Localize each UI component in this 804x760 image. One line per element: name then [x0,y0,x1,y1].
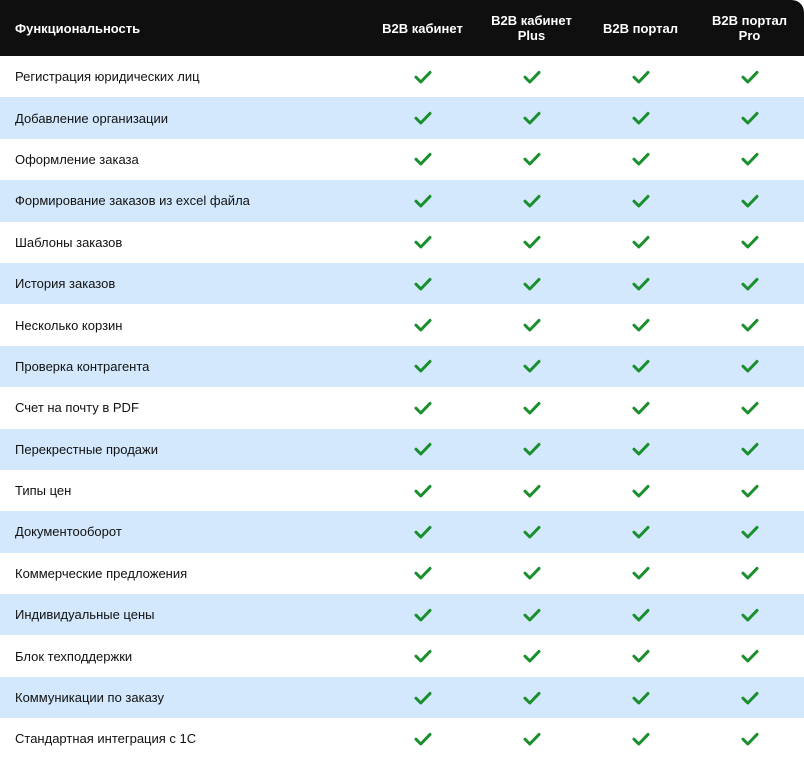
checkmark-icon [695,608,804,622]
table-row [0,263,804,304]
checkmark-icon [477,608,586,622]
checkmark-icon [368,566,477,580]
feature-name: Несколько корзин [15,317,123,333]
table-row [0,180,804,221]
checkmark-icon [695,732,804,746]
table-row [0,718,804,759]
feature-name: Регистрация юридических лиц [15,69,200,85]
checkmark-icon [586,649,695,663]
checkmark-icon [586,111,695,125]
checkmark-icon [695,318,804,332]
table-row [0,677,804,718]
checkmark-icon [695,70,804,84]
checkmark-icon [477,732,586,746]
checkmark-icon [368,401,477,415]
table-row [0,222,804,263]
checkmark-icon [368,70,477,84]
feature-name: Блок техподдержки [15,648,133,664]
checkmark-icon [477,401,586,415]
checkmark-icon [368,649,477,663]
table-row [0,56,804,97]
checkmark-icon [368,194,477,208]
checkmark-icon [586,70,695,84]
checkmark-icon [695,152,804,166]
table-row [0,470,804,511]
header-feature-label: Функциональность [15,20,141,36]
checkmark-icon [477,277,586,291]
checkmark-icon [477,359,586,373]
feature-name: Счет на почту в PDF [15,400,139,416]
table-header [0,0,804,56]
checkmark-icon [477,484,586,498]
checkmark-icon [477,566,586,580]
checkmark-icon [586,401,695,415]
feature-name: Перекрестные продажи [15,441,158,457]
checkmark-icon [586,318,695,332]
checkmark-icon [695,111,804,125]
table-row [0,511,804,552]
checkmark-icon [477,318,586,332]
table-row [0,429,804,470]
checkmark-icon [477,194,586,208]
checkmark-icon [695,194,804,208]
checkmark-icon [695,484,804,498]
checkmark-icon [368,359,477,373]
header-plan-b2b-cabinet-plus: B2B кабинет Plus [491,13,572,43]
checkmark-icon [368,111,477,125]
table-row [0,139,804,180]
checkmark-icon [586,732,695,746]
checkmark-icon [586,525,695,539]
checkmark-icon [368,235,477,249]
feature-name: Добавление организации [15,110,169,126]
checkmark-icon [368,152,477,166]
feature-name: Документооборот [15,524,122,540]
feature-name: Стандартная интеграция с 1С [15,731,197,747]
checkmark-icon [586,277,695,291]
table-row [0,387,804,428]
checkmark-icon [368,318,477,332]
table-row [0,304,804,345]
table-row [0,635,804,676]
table-body [0,56,804,760]
table-row [0,553,804,594]
checkmark-icon [586,235,695,249]
checkmark-icon [477,691,586,705]
checkmark-icon [695,277,804,291]
table-row [0,594,804,635]
checkmark-icon [368,484,477,498]
table-row [0,97,804,138]
checkmark-icon [368,691,477,705]
checkmark-icon [586,442,695,456]
checkmark-icon [695,691,804,705]
checkmark-icon [586,359,695,373]
checkmark-icon [477,111,586,125]
checkmark-icon [586,691,695,705]
checkmark-icon [586,566,695,580]
checkmark-icon [477,235,586,249]
checkmark-icon [477,152,586,166]
checkmark-icon [695,235,804,249]
feature-name: Коммерческие предложения [15,565,188,581]
checkmark-icon [586,194,695,208]
table-row [0,346,804,387]
header-plan-b2b-cabinet: B2B кабинет [382,20,463,36]
header-plan-b2b-portal: B2B портал [602,20,679,36]
checkmark-icon [695,442,804,456]
checkmark-icon [477,70,586,84]
feature-name: Формирование заказов из excel файла [15,193,250,209]
checkmark-icon [477,649,586,663]
checkmark-icon [695,649,804,663]
checkmark-icon [695,401,804,415]
feature-name: Индивидуальные цены [15,607,155,623]
checkmark-icon [586,484,695,498]
checkmark-icon [586,152,695,166]
checkmark-icon [368,525,477,539]
checkmark-icon [695,359,804,373]
feature-name: Шаблоны заказов [15,234,123,250]
feature-name: Коммуникации по заказу [15,690,164,706]
checkmark-icon [368,608,477,622]
feature-name: История заказов [15,276,116,292]
header-plan-b2b-portal-pro: B2B портал Pro [711,13,788,43]
feature-name: Типы цен [15,483,72,499]
checkmark-icon [477,525,586,539]
checkmark-icon [368,277,477,291]
checkmark-icon [368,732,477,746]
checkmark-icon [368,442,477,456]
checkmark-icon [695,525,804,539]
checkmark-icon [695,566,804,580]
checkmark-icon [477,442,586,456]
feature-name: Оформление заказа [15,151,139,167]
feature-name: Проверка контрагента [15,358,150,374]
checkmark-icon [586,608,695,622]
